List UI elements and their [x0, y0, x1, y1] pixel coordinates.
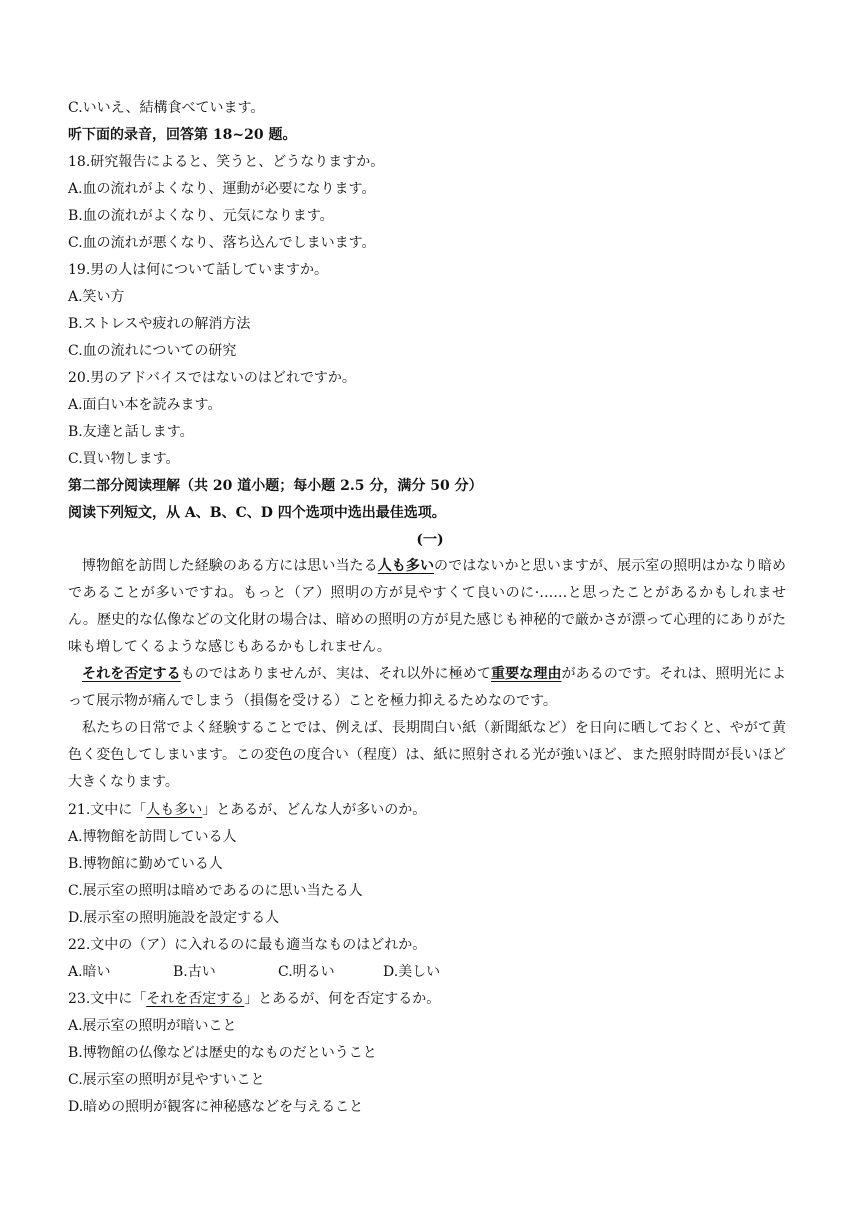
underlined-phrase-sore-wo-hitei-suru: それを否定する [82, 666, 181, 682]
q19-question: 19.男の人は何について話していますか。 [68, 262, 328, 278]
q23-option-b: B.博物館の仏像などは歴史的なものだということ [68, 1045, 377, 1061]
underlined-phrase-juuyou-na-riyuu: 重要な理由 [491, 666, 562, 682]
reading-instruction: 阅读下列短文，从 A、B、C、D 四个选项中选出最佳选项。 [68, 505, 446, 521]
q22-option-c: C.明るい [278, 964, 335, 980]
q22-question: 22.文中の（ア）に入れるのに最も適当なものはどれか。 [68, 937, 427, 953]
listening-heading: 听下面的录音，回答第 18~20 题。 [68, 127, 297, 143]
q22-option-b: B.古い [173, 964, 216, 980]
passage-paragraph-2: それを否定するものではありませんが、実は、それ以外に極めて重要な理由があるのです。それは、照明光によって展示物が痛んでしまう（損傷を受ける）ことを極力抑えるためなのです。 [68, 666, 787, 709]
q20-option-c: C.買い物します。 [68, 451, 180, 467]
passage-paragraph-3: 私たちの日常でよく経験することでは、例えば、長期間白い紙（新聞紙など）を日向に晒しておくと、やがて黄色く変色してしまいます。この変色の度合い（程度）は、紙に照射される光が強いほど、また照射時間が長いほど大きくなります。 [68, 720, 786, 790]
q19-option-c: C.血の流れについての研究 [68, 343, 237, 359]
q23-option-d: D.暗めの照明が観客に神秘感などを与えること [68, 1099, 364, 1115]
q21-option-a: A.博物館を訪問している人 [68, 829, 237, 845]
q22-option-d: D.美しい [383, 964, 441, 980]
q19-option-a: A.笑い方 [68, 289, 125, 305]
underlined-phrase-hito-mo-ooi: 人も多い [377, 558, 435, 574]
q18-option-b: B.血の流れがよくなり、元気になります。 [68, 208, 334, 224]
q20-option-a: A.面白い本を読みます。 [68, 397, 222, 413]
q21-option-b: B.博物館に勤めている人 [68, 856, 223, 872]
q19-option-b: B.ストレスや疲れの解消方法 [68, 316, 251, 332]
q18-option-a: A.血の流れがよくなり、運動が必要になります。 [68, 181, 376, 197]
q22-option-a: A.暗い [68, 964, 111, 980]
q23-question: 23.文中に「それを否定する」とあるが、何を否定するか。 [68, 991, 441, 1007]
passage-paragraph-1: 博物館を訪問した経験のある方には思い当たる人も多いのではないかと思いますが、展示室の照明はかなり暗めであることが多いですね。もっと（ア）照明の方が見やすくて良いのに·……と思ったことがあるかもしれません。歴史的な仏像などの文化財の場合は、暗めの照明の方が見た感じも神秘的で厳かさが漂って心理的にありがた味も増してくるような感じもあるかもしれません。 [68, 558, 787, 655]
q21-question: 21.文中に「人も多い」とあるが、どんな人が多いのか。 [68, 802, 427, 818]
section-number: (一) [416, 532, 444, 548]
q23-option-c: C.展示室の照明が見やすいこと [68, 1072, 265, 1088]
q21-option-c: C.展示室の照明は暗めであるのに思い当たる人 [68, 883, 363, 899]
q17-option-c: C.いいえ、結構食べています。 [68, 100, 265, 116]
q21-option-d: D.展示室の照明施設を設定する人 [68, 910, 280, 926]
q18-question: 18.研究報告によると、笑うと、どうなりますか。 [68, 154, 385, 170]
q23-option-a: A.展示室の照明が暗いこと [68, 1018, 237, 1034]
part2-heading: 第二部分阅读理解（共 20 道小题；每小题 2.5 分，满分 50 分） [68, 478, 483, 494]
q20-option-b: B.友達と話します。 [68, 424, 194, 440]
q18-option-c: C.血の流れが悪くなり、落ち込んでしまいます。 [68, 235, 376, 251]
q22-options [68, 963, 488, 981]
q20-question: 20.男のアドバイスではないのはどれですか。 [68, 370, 356, 386]
